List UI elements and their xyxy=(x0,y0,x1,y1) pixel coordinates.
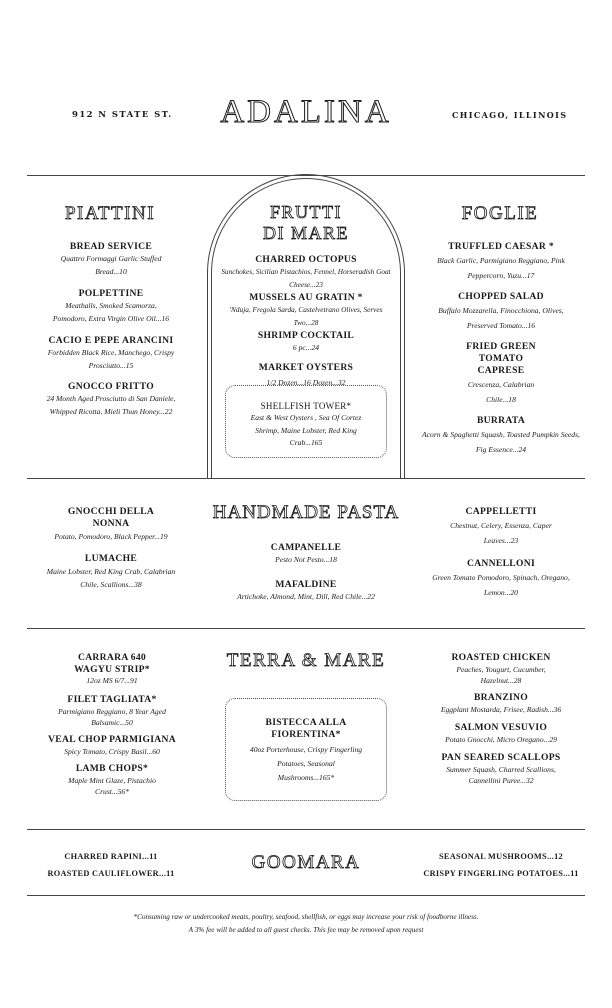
menu-item xyxy=(42,763,182,797)
footer-line: *Consuming raw or undercooked meats, poultry, seafood, shellfish, or eggs may increase your risk of foodborne illness. xyxy=(133,913,479,921)
item-desc: Green Tomato Pomodoro, Spinach, Oregano, Lemon...20 xyxy=(432,573,570,597)
title-line: DI MARE xyxy=(263,223,349,243)
frutti-list xyxy=(221,254,391,389)
item-desc: Black Garlic, Parmigiano Reggiano, Pink Peppercorn, Yuzu...17 xyxy=(437,256,565,280)
section-title-handmade-pasta: HANDMADE PASTA xyxy=(212,502,400,523)
menu-item xyxy=(422,415,580,457)
item-desc: Meatballs, Smoked Scamorza, Pomodoro, Extra Virgin Olive Oil...16 xyxy=(52,301,170,323)
side-item: CRISPY FINGERLING POTATOES...11 xyxy=(423,869,579,878)
item-name: BREAD SERVICE xyxy=(69,241,153,252)
item-name: CHOPPED SALAD xyxy=(458,291,544,302)
menu-item xyxy=(432,558,570,600)
item-name: SHELLFISH TOWER* xyxy=(260,401,352,411)
item-name: POLPETTINE xyxy=(78,288,144,299)
menu-item xyxy=(42,694,182,728)
item-name: PAN SEARED SCALLOPS xyxy=(441,752,561,763)
goomara-right-list xyxy=(418,848,584,882)
title-line: FRUTTI xyxy=(270,202,342,222)
item-desc: 'Nduja, Fregola Sarda, Castelvetrano Olives, Serves Two...28 xyxy=(229,305,383,327)
item-name: CANNELLONI xyxy=(466,558,536,569)
item-name: TRUFFLED CAESAR * xyxy=(448,241,554,252)
item-name: CAMPANELLE xyxy=(270,542,342,553)
section-title-goomara: GOOMARA xyxy=(251,852,361,873)
menu-item xyxy=(428,752,574,786)
item-name: CHARRED OCTOPUS xyxy=(255,254,357,265)
menu-item xyxy=(42,734,182,757)
item-name: MARKET OYSTERS xyxy=(258,361,354,373)
item-name: BRANZINO xyxy=(473,692,529,703)
item-desc: Maine Lobster, Red King Crab, Calabrian Chile, Scallions...38 xyxy=(46,567,176,589)
menu-item xyxy=(428,241,574,283)
item-desc: Eggplant Mostarda, Frisee, Radish...36 xyxy=(440,705,562,714)
item-desc: Spicy Tomato, Crispy Basil...60 xyxy=(64,747,160,756)
item-desc: Pesto Not Pesto...18 xyxy=(275,555,337,564)
shellfish-tower-box xyxy=(225,385,387,458)
divider xyxy=(27,829,585,830)
menu-item xyxy=(428,692,574,715)
section-title-piattini: PIATTINI xyxy=(64,203,156,224)
item-name: FRIED GREEN TOMATO CAPRESE xyxy=(466,341,536,376)
foglie-list xyxy=(422,241,580,457)
divider xyxy=(27,628,585,629)
section-title-foglie: FOGLIE xyxy=(461,203,539,224)
menu-item xyxy=(226,292,386,329)
menu-item xyxy=(42,652,182,686)
menu-item xyxy=(210,542,402,567)
side-item: SEASONAL MUSHROOMS...12 xyxy=(439,852,563,861)
menu-item xyxy=(221,254,391,291)
item-desc: Parmigiano Reggiano, 8 Year Aged Balsamic...50 xyxy=(58,707,166,727)
menu-item xyxy=(42,288,180,325)
divider xyxy=(27,895,585,896)
item-desc: Buffalo Mozzarella, Finocchiona, Olives, Preserved Tomato...16 xyxy=(438,306,564,330)
item-desc: Sunchokes, Sicilian Pistachios, Fennel, Horseradish Goat Cheese...23 xyxy=(221,267,391,289)
item-desc: Forbidden Black Rice, Manchego, Crispy Prosciutto...15 xyxy=(47,348,175,370)
item-name: CAPPELLETTI xyxy=(465,506,537,517)
terra-left-list xyxy=(42,652,182,797)
item-desc: Summer Squash, Charred Scallions, Cannellini Puree...32 xyxy=(446,765,556,785)
item-name: GNOCCO FRITTO xyxy=(67,381,155,392)
section-title-terra-mare: TERRA & MARE xyxy=(226,650,386,671)
item-name: SHRIMP COCKTAIL xyxy=(257,330,355,341)
item-desc: Acorn & Spaghetti Squash, Toasted Pumpkin Seeds, Fig Essence...24 xyxy=(422,430,580,454)
menu-item xyxy=(210,579,402,604)
item-name: CARRARA 640 WAGYU STRIP* xyxy=(74,652,150,675)
item-desc: 40oz Porterhouse, Crispy Fingerling Potatoes, Seasonal Mushrooms...165* xyxy=(249,745,363,782)
pasta-right-list xyxy=(432,506,570,600)
address: 912 N STATE ST. xyxy=(72,110,173,120)
restaurant-title: ADALINA xyxy=(220,94,392,130)
city: CHICAGO, ILLINOIS xyxy=(452,110,568,120)
item-desc: Quattro Formaggi Garlic Stuffed Bread...10 xyxy=(60,254,162,276)
divider xyxy=(27,478,585,479)
item-desc: Potato Gnocchi, Micro Oregano...29 xyxy=(445,735,557,744)
terra-right-list xyxy=(428,652,574,786)
goomara-left-list xyxy=(40,848,182,882)
item-desc: 12oz MS 6/7...91 xyxy=(86,676,138,685)
menu-item xyxy=(42,335,180,372)
item-desc: 1/2 Dozen...16 Dozen...32 xyxy=(266,377,346,387)
menu-item xyxy=(226,330,386,355)
item-desc: East & West Oysters , Sea Of Cortez Shrimp, Maine Lobster, Red King Crab...165 xyxy=(250,413,362,447)
piattini-list xyxy=(42,241,180,427)
section-title-frutti-di-mare xyxy=(211,202,401,244)
footer-line: A 3% fee will be added to all guest checks. This fee may be removed upon request xyxy=(188,926,424,934)
item-desc: 24 Month Aged Prosciutto di San Daniele, Whipped Ricotta, Mieli Thun Honey...22 xyxy=(46,394,176,416)
item-name: ROASTED CHICKEN xyxy=(451,652,551,663)
menu-item xyxy=(42,241,180,278)
side-item: CHARRED RAPINI...11 xyxy=(64,852,158,861)
menu-item xyxy=(46,553,176,591)
menu-item xyxy=(428,722,574,745)
item-desc: Potato, Pomodoro, Black Pepper...19 xyxy=(54,532,168,541)
menu-item xyxy=(436,506,566,548)
footer-disclaimer xyxy=(0,911,612,937)
menu-item xyxy=(50,506,172,543)
menu-item xyxy=(428,341,574,407)
item-name: SALMON VESUVIO xyxy=(454,722,548,733)
item-desc: Artichoke, Almond, Mint, Dill, Red Chile...22 xyxy=(237,591,375,601)
item-name: VEAL CHOP PARMIGIANA xyxy=(48,734,176,745)
item-name: BURRATA xyxy=(476,415,526,426)
bistecca-box xyxy=(225,698,387,801)
item-desc: Chestnut, Celery, Essenza, Caper Leaves...23 xyxy=(450,521,552,545)
item-name: CACIO E PEPE ARANCINI xyxy=(48,335,174,346)
side-item: ROASTED CAULIFLOWER...11 xyxy=(47,869,175,878)
item-desc: Peaches, Yougurt, Cucumber, Hazelnut...28 xyxy=(456,665,546,685)
item-name: LUMACHE xyxy=(84,553,138,564)
menu-item xyxy=(428,291,574,333)
item-desc: 6 pc...24 xyxy=(292,343,320,352)
item-name: BISTECCA ALLA FIORENTINA* xyxy=(265,717,347,740)
item-name: MAFALDINE xyxy=(275,578,337,590)
item-name: FILET TAGLIATA* xyxy=(67,694,157,705)
pasta-left-list xyxy=(46,506,176,591)
item-name: LAMB CHOPS* xyxy=(75,763,149,774)
pasta-center-list xyxy=(210,542,402,603)
menu-item xyxy=(428,652,574,686)
item-desc: Maple Mint Glaze, Pistachio Crust...56* xyxy=(68,776,156,796)
item-name: GNOCCHI DELLA NONNA xyxy=(67,506,155,529)
item-desc: Crescenza, Calabrian Chile...18 xyxy=(467,380,535,404)
item-name: MUSSELS AU GRATIN * xyxy=(249,292,363,303)
menu-item xyxy=(42,381,180,418)
